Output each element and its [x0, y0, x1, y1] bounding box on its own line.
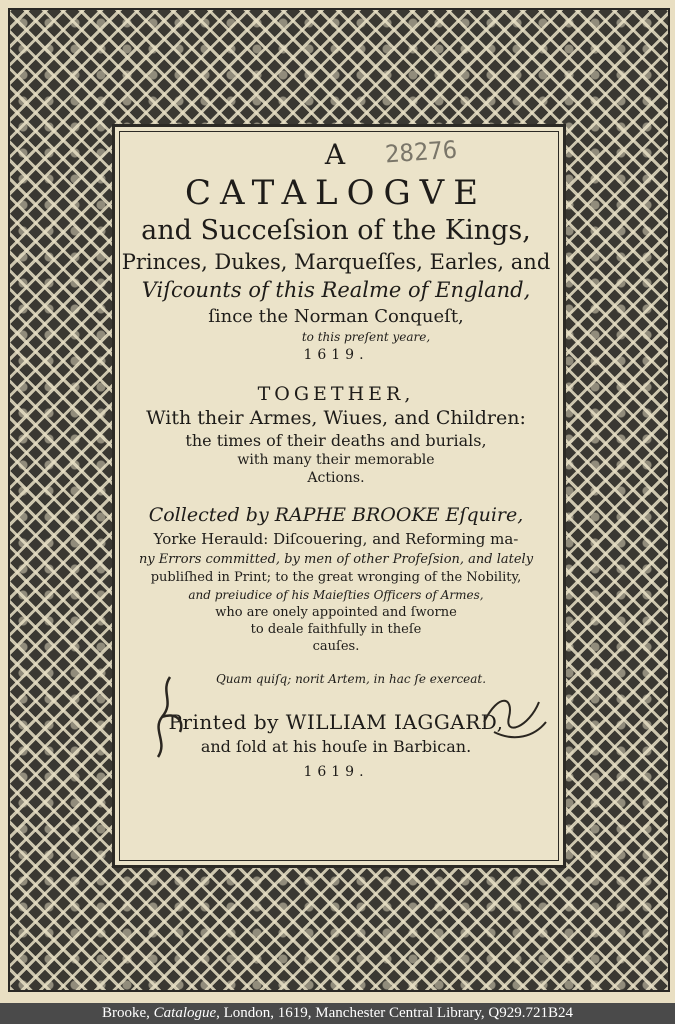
title-line-causes: cauſes. [312, 639, 360, 654]
title-line-collected: Collected by RAPHE BROOKE Eſquire, [148, 504, 524, 526]
title-line-with: With their Armes, Wiues, and Children: [146, 407, 526, 429]
title-line-princes: Princes, Dukes, Marqueſſes, Earles, and [121, 250, 551, 274]
title-line-together: TOGETHER, [257, 383, 415, 405]
title-line-motto: Quam quiſq; norit Artem, in hac ſe exerceat. [215, 672, 487, 686]
title-line-many: with many their memorable [237, 452, 435, 468]
title-line-printed: Printed by WILLIAM IAGGARD, [168, 710, 504, 734]
title-line-sold: and ſold at his houſe in Barbican. [200, 737, 472, 756]
handwritten-number: 28276 [384, 135, 459, 169]
title-line-times: the times of their deaths and burials, [185, 431, 487, 450]
title-line-errors: ny Errors committed, by men of other Profeſsion, and lately [138, 552, 534, 567]
title-line-catalogue: CATALOGVE [184, 173, 488, 213]
title-line-deale: to deale faithfully in theſe [250, 622, 422, 637]
signature-flourish-right [474, 682, 554, 752]
title-line-prejudice: and preiudice of his Maieſties Officers of Armes, [188, 588, 484, 602]
signature-flourish-left [140, 672, 200, 762]
caption-author: Brooke, [101, 1005, 150, 1021]
title-line-yorke: Yorke Herauld: Diſcouering, and Reforming ma- [153, 530, 519, 548]
title-line-onely: who are onely appointed and ſworne [215, 605, 457, 620]
title-line-viscounts: Viſcounts of this Realme of England, [141, 278, 531, 302]
title-line-year2: 1619. [303, 764, 369, 780]
title-line-actions: Actions. [307, 470, 365, 486]
caption-bar [0, 1003, 675, 1024]
title-line-year: 1619. [303, 347, 369, 363]
title-line-since: ſince the Norman Conqueſt, [208, 306, 464, 327]
caption-title: Catalogue [153, 1005, 217, 1021]
title-line-a: A [324, 138, 348, 171]
caption-rest: , London, 1619, Manchester Central Library, Q929.721B24 [216, 1005, 574, 1021]
title-line-published: publiſhed in Print; to the great wronging of the Nobility, [150, 570, 522, 585]
title-line-present: to this preſent yeare, [301, 330, 431, 344]
title-line-succession: and Succeſsion of the Kings, [141, 215, 531, 246]
